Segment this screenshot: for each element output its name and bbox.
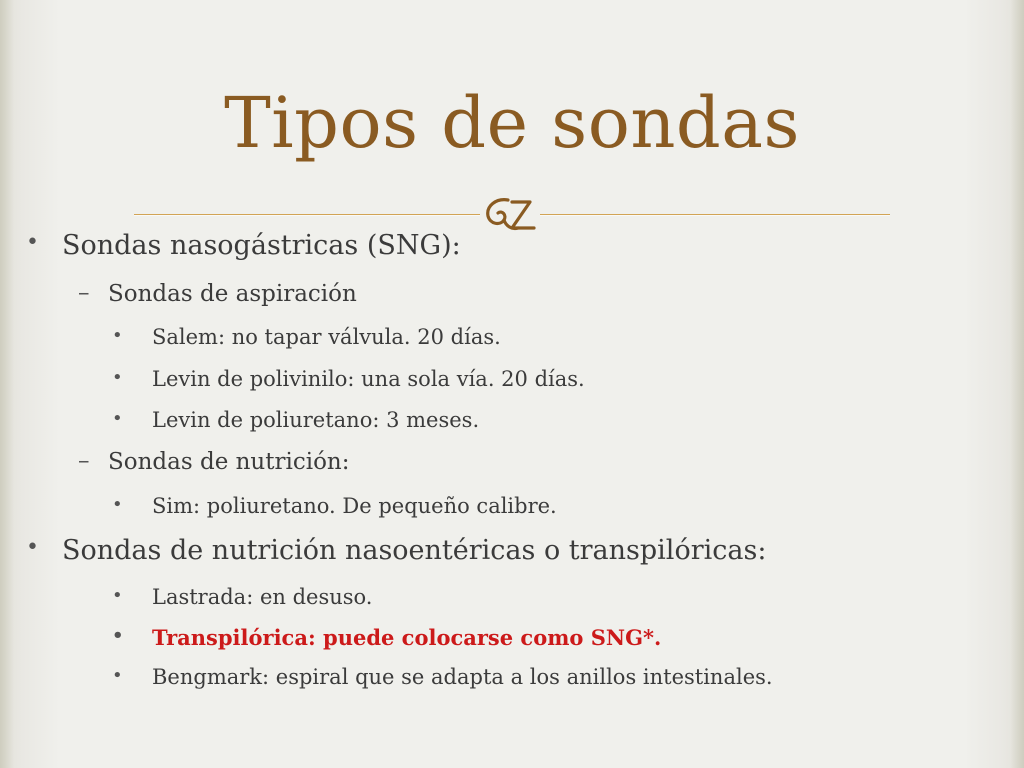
bullet-marker: • [112, 325, 123, 346]
list-item-text: Sim: poliuretano. De pequeño calibre. [152, 494, 557, 518]
list-item-text: Lastrada: en desuso. [152, 585, 373, 609]
bullet-marker: • [112, 585, 123, 606]
list-item [112, 585, 373, 609]
bullet-marker: • [112, 367, 123, 388]
list-item [112, 325, 501, 349]
bullet-marker: • [26, 230, 39, 255]
bullet-marker: • [112, 494, 123, 515]
dash-marker: – [78, 280, 90, 306]
list-item [26, 230, 461, 261]
list-item-highlighted [112, 625, 662, 650]
bullet-marker: • [26, 535, 39, 560]
bullet-marker: • [112, 665, 123, 686]
list-item-text: Bengmark: espiral que se adapta a los anillos intestinales. [152, 665, 773, 689]
list-item [112, 408, 480, 432]
list-item-text: Sondas de nutrición: [108, 449, 350, 475]
list-item [112, 367, 585, 391]
slide-title: Tipos de sondas [224, 82, 800, 164]
list-item [112, 665, 773, 689]
dash-marker: – [78, 448, 90, 474]
list-item [112, 494, 557, 518]
list-item-text: Levin de polivinilo: una sola vía. 20 días. [152, 367, 585, 391]
list-item-text: Transpilórica: puede colocarse como SNG*. [152, 625, 662, 650]
list-item [78, 448, 350, 475]
bullet-marker: • [112, 625, 124, 646]
bullet-marker: • [112, 408, 123, 429]
list-item [78, 280, 357, 307]
list-item [26, 535, 767, 566]
list-item-text: Levin de poliuretano: 3 meses. [152, 408, 480, 432]
list-item-text: Sondas de nutrición nasoentéricas o transpilóricas: [62, 535, 767, 566]
list-item-text: Sondas de aspiración [108, 281, 357, 307]
list-item-text: Sondas nasogástricas (SNG): [62, 230, 461, 261]
list-item-text: Salem: no tapar válvula. 20 días. [152, 325, 501, 349]
